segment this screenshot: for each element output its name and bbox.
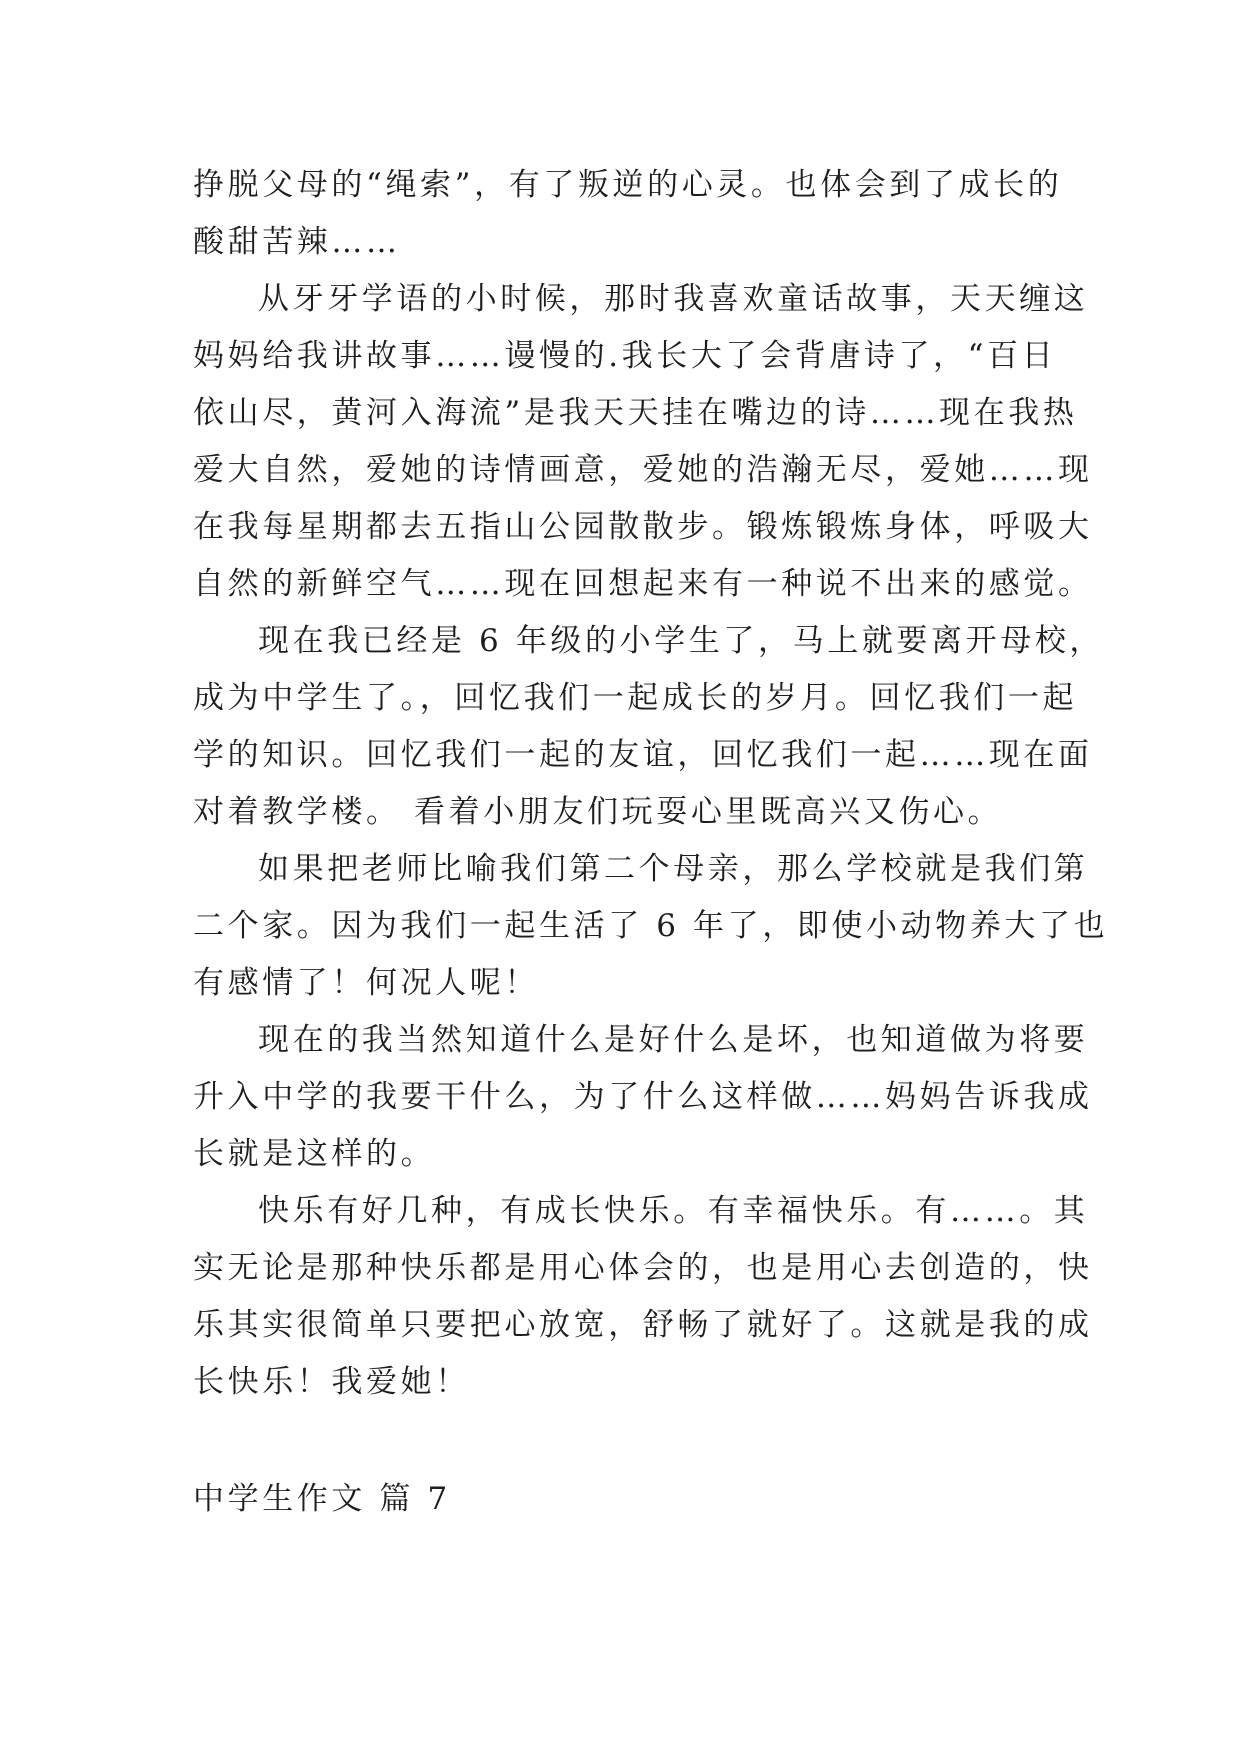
paragraph-first-line: 从牙牙学语的小时候，那时我喜欢童话故事，天天缠这 (258, 281, 1089, 317)
text-line: 成为中学生了。，回忆我们一起成长的岁月。回忆我们一起 (193, 680, 1078, 716)
paragraph-first-line: 现在我已经是 6 年级的小学生了，马上就要离开母校， (258, 623, 1105, 659)
text-line: 酸甜苦辣…… (193, 224, 401, 260)
paragraph-first-line: 快乐有好几种，有成长快乐。有幸福快乐。有……。其 (258, 1193, 1089, 1229)
paragraph-first-line: 如果把老师比喻我们第二个母亲，那么学校就是我们第 (258, 851, 1089, 887)
text-line: 乐其实很简单只要把心放宽，舒畅了就好了。这就是我的成 (193, 1307, 1093, 1343)
section-heading: 中学生作文 篇 7 (193, 1481, 451, 1517)
text-line: 有感情了！何况人呢！ (193, 965, 539, 1001)
text-line: 长就是这样的。 (193, 1136, 436, 1172)
text-line: 在我每星期都去五指山公园散散步。锻炼锻炼身体，呼吸大 (193, 509, 1093, 545)
text-line: 升入中学的我要干什么，为了什么这样做……妈妈告诉我成 (193, 1079, 1093, 1115)
text-line: 对着教学楼。 看着小朋友们玩耍心里既高兴又伤心。 (193, 794, 1003, 830)
paragraph-first-line: 现在的我当然知道什么是好什么是坏，也知道做为将要 (258, 1022, 1089, 1058)
text-line: 二个家。因为我们一起生活了 6 年了，即使小动物养大了也 (193, 908, 1109, 944)
text-line: 自然的新鲜空气……现在回想起来有一种说不出来的感觉。 (193, 566, 1093, 602)
text-line: 依山尽，黄河入海流”是我天天挂在嘴边的诗……现在我热 (193, 395, 1078, 431)
text-line: 挣脱父母的“绳索”，有了叛逆的心灵。也体会到了成长的 (193, 167, 1063, 203)
text-line: 爱大自然，爱她的诗情画意，爱她的浩瀚无尽，爱她……现 (193, 452, 1093, 488)
text-line: 妈妈给我讲故事……谩慢的.我长大了会背唐诗了，“百日 (193, 338, 1057, 374)
text-line: 长快乐！我爱她！ (193, 1364, 470, 1400)
text-line: 学的知识。回忆我们一起的友谊，回忆我们一起……现在面 (193, 737, 1093, 773)
text-line: 实无论是那种快乐都是用心体会的，也是用心去创造的，快 (193, 1250, 1093, 1286)
